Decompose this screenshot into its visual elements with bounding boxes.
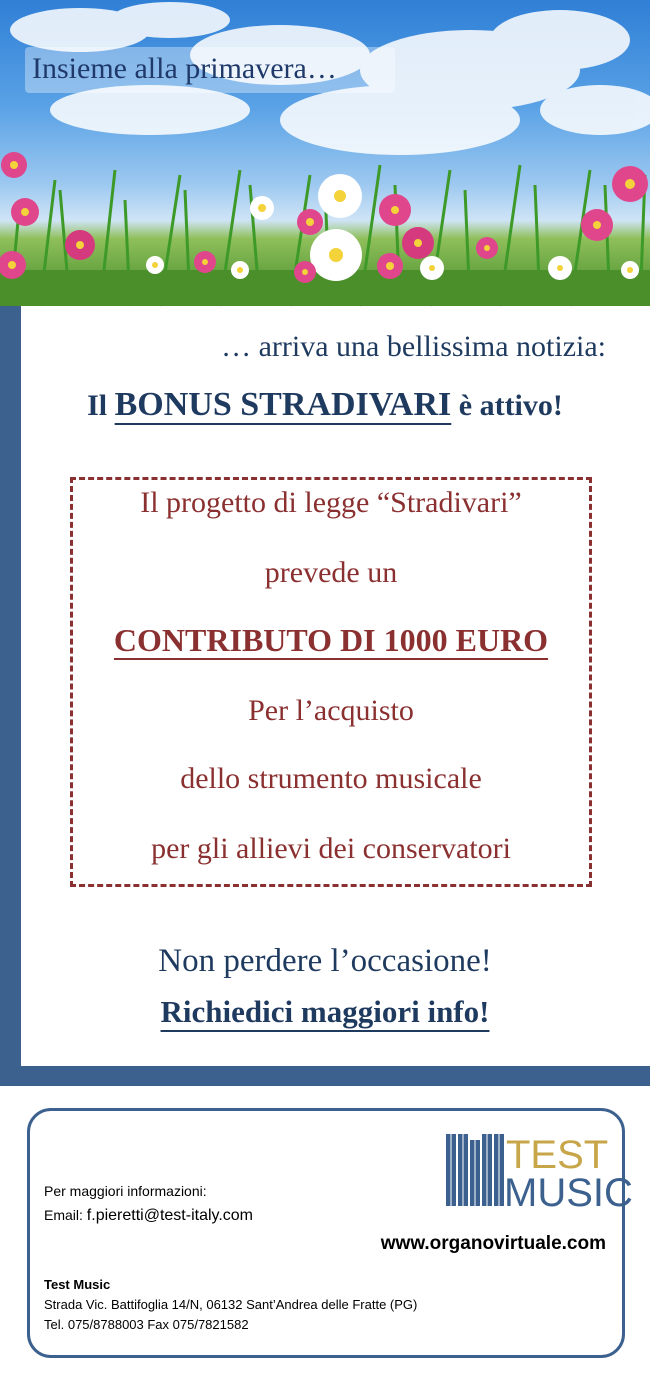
logo-word-test: TEST — [506, 1133, 609, 1177]
box-line-purchase: Per l’acquisto — [248, 694, 414, 727]
spring-flowers-illustration — [0, 0, 650, 306]
website-link[interactable]: www.organovirtuale.com — [380, 1233, 606, 1254]
box-line-students: per gli allievi dei conservatori — [151, 832, 511, 865]
cta-request-info[interactable]: Richiedici maggiori info! — [160, 994, 490, 1029]
bonus-suffix: è attivo! — [458, 389, 563, 422]
box-line-provides: prevede un — [264, 556, 398, 589]
box-line-project: Il progetto di legge “Stradivari” — [140, 486, 522, 519]
frame-bottom-bar — [0, 1066, 650, 1086]
box-line-instrument: dello strumento musicale — [180, 762, 482, 795]
email-link[interactable]: f.pieretti@test-italy.com — [86, 1207, 254, 1224]
bonus-prefix: Il — [87, 389, 108, 422]
email-row — [44, 1207, 253, 1225]
email-label: Email: — [44, 1207, 83, 1223]
intro-line: … arriva una bellissima notizia: — [221, 330, 606, 363]
company-phone: Tel. 075/8788003 Fax 075/7821582 — [44, 1317, 249, 1332]
cta-dont-miss: Non perdere l’occasione! — [158, 943, 492, 979]
box-line-contribution: CONTRIBUTO DI 1000 EURO — [113, 622, 549, 658]
bonus-name: BONUS STRADIVARI — [114, 386, 452, 423]
spring-banner — [0, 0, 650, 306]
banner-headline: Insieme alla primavera… — [32, 52, 337, 85]
company-address: Strada Vic. Battifoglia 14/N, 06132 Sant’Andrea delle Fratte (PG) — [44, 1297, 418, 1312]
company-name: Test Music — [44, 1277, 111, 1292]
test-music-logo — [446, 1130, 633, 1215]
bonus-announcement — [0, 386, 650, 424]
contribution-box — [70, 477, 592, 887]
logo-word-music: MUSIC — [504, 1171, 633, 1215]
info-label: Per maggiori informazioni: — [44, 1183, 207, 1199]
